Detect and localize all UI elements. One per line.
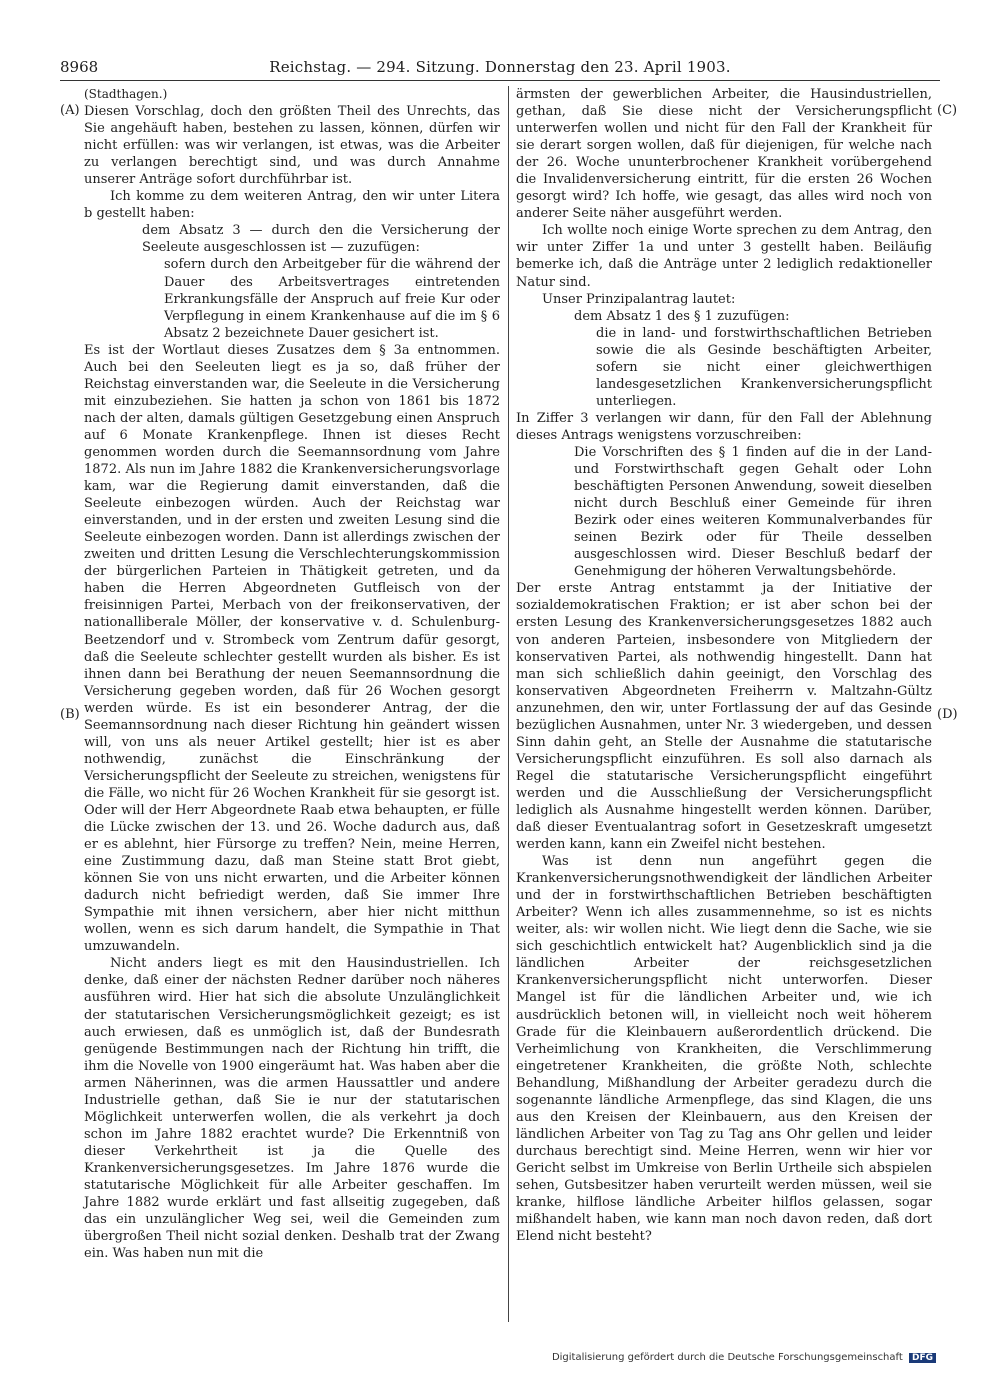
paragraph: Diesen Vorschlag, doch den größten Theil des Unrechts, das Sie angehäuft haben, bestehen zu lassen, können, dürfen wir nicht erfüllen: was wir verlangen, ist etwas, was die Arbeiter zu verlangen berechtigt sind, und was durch Annahme unserer Anträge sofort durchführbar ist. — [84, 104, 500, 188]
margin-mark-b: (B) — [60, 707, 80, 722]
paragraph: Der erste Antrag entstammt ja der Initiative der sozialdemokratischen Fraktion; er ist aber schon bei der ersten Lesung des Krankenversicherungsgesetzes 1882 auch von anderen Parteien, insbesondere von Mitgliedern der konservativen Partei, als nothwendig hingestellt. Dann hat man sich schließlich dahin geeinigt, den Vorschlag des konservativen Abgeordneten Freiherrn v. Maltzahn-Gültz anzunehmen, den wir, unter Fortlassung der auf das Gesinde bezüglichen Ausnahmen, unter Nr. 3 wiedergeben, und dessen Sinn dahin geht, an Stelle der Ausnahme die statutarische Versicherungspflicht einzuführen. Es soll also darnach als Regel die statutarische Versicherungspflicht eingeführt werden und die Ausschließung der Versicherungspflicht lediglich als Ausnahme hingestellt werden können. Darüber, daß dieser Eventualantrag sofort in Gesetzeskraft umgesetzt werden kann, kann ein Zweifel nicht bestehen. — [516, 581, 932, 853]
left-column — [84, 86, 500, 1262]
quoted-motion: Die Vorschriften des § 1 finden auf die in der Land- und Forstwirthschaft gegen Gehalt oder Lohn beschäftigten Personen Anwendung, soweit dieselben nicht durch Beschluß einer Gemeinde für ihren Bezirk oder eines weiteren Kommunalverbandes für seinen Bezirk oder für Theile desselben ausgeschlossen wird. Dieser Beschluß bedarf der Genehmigung der höheren Verwaltungsbehörde. — [574, 444, 932, 580]
quoted-motion: dem Absatz 1 des § 1 zuzufügen: — [574, 308, 790, 324]
credit-text: Digitalisierung gefördert durch die Deutsche Forschungsgemeinschaft — [551, 1352, 903, 1363]
quoted-motion: sofern durch den Arbeitgeber für die während der Dauer des Arbeitsvertrages eintretenden Erkrankungsfälle der Anspruch auf freie Kur oder Verpflegung in einem Krankenhause auf die im § 6 Absatz 2 bezeichnete Dauer gesichert ist. — [164, 257, 500, 341]
footer-credit — [552, 1352, 936, 1363]
right-column — [516, 86, 932, 1245]
margin-mark-d: (D) — [937, 707, 958, 722]
quoted-motion: dem Absatz 3 — durch den die Versicherung der Seeleute ausgeschlossen ist — zuzufügen: — [142, 223, 500, 256]
paragraph: Ich wollte noch einige Worte sprechen zu dem Antrag, den wir unter Ziffer 1a und unter 3 gestellt haben. Beiläufig bemerke ich, daß die Anträge unter 2 lediglich redaktioneller Natur sind. — [516, 223, 932, 290]
page-number: 8968 — [60, 58, 99, 76]
paragraph: Nicht anders liegt es mit den Hausindustriellen. Ich denke, daß einer der nächsten Redner darüber noch näheres ausführen wird. Hier hat sich die absolute Unzulänglichkeit der statutarischen Versicherungsmöglichkeit gezeigt; es ist auch erwiesen, daß es unmöglich ist, daß der Bundesrath genügende Bestimmungen nach der Richtung hin trifft, die ihm die Novelle von 1900 eingeräumt hat. Was haben aber die armen Näherinnen, was die armen Haussattler und andere Industrielle gethan, daß Sie ie nur der statutarischen Möglichkeit unterwerfen wollen, die als verkehrt ja doch schon im Jahre 1882 erachtet wurde? Die Erkenntniß von dieser Verkehrtheit ist ja die Quelle des Krankenversicherungsgesetzes. Im Jahre 1876 wurde die statutarische Möglichkeit für alle Arbeiter geschaffen. Im Jahre 1882 wurde erklärt und fast allseitig zugegeben, daß das ein unzulänglicher Weg sei, weil die Gemeinden zum übergroßen Theil nicht sozial denken. Deshalb trat der Zwang ein. Was haben nun mit die — [84, 956, 500, 1262]
paragraph: Ich komme zu dem weiteren Antrag, den wir unter Litera b gestellt haben: — [84, 189, 500, 222]
running-title: Reichstag. — 294. Sitzung. Donnerstag den 23. April 1903. — [269, 58, 731, 76]
speaker-name: (Stadthagen.) — [84, 87, 168, 101]
margin-mark-a: (A) — [60, 103, 80, 118]
quoted-motion: die in land- und forstwirthschaftlichen Betrieben sowie die als Gesinde beschäftigten Arbeiter, sofern sie nicht einer gleichwerthigen landesgesetzlichen Krankenversicherungspflicht unterliegen. — [596, 325, 932, 409]
paragraph: Es ist der Wortlaut dieses Zusatzes dem § 3a entnommen. Auch bei den Seeleuten liegt es ja so, daß früher der Reichstag einverstanden war, die Seeleute in die Versicherung mit einzubeziehen. Sie hatten ja schon von 1861 bis 1872 nach der alten, damals gültigen Gesetzgebung einen Anspruch auf 6 Monate Krankenpflege. Ihnen ist dieses Recht genommen worden durch die Seemannsordnung vom Jahre 1872. Als nun im Jahre 1882 die Krankenversicherungsvorlage kam, war die Regierung damit einverstanden, daß die Seeleute einbezogen würden. Auch der Reichstag war einverstanden, und in der ersten und zweiten Lesung sind die Seeleute einbezogen worden. Dann ist allerdings zwischen der zweiten und dritten Lesung die Verschlechterungskommission der bürgerlichen Parteien in Thätigkeit getreten, und da haben die Herren Abgeordneten Gutfleisch von der freisinnigen Partei, Merbach von der freikonservativen, der nationalliberale Möller, der konservative v. d. Schulenburg-Beetzendorf und v. Strombeck vom Zentrum dafür gesorgt, daß die Seeleute schlechter gestellt wurden als bisher. Es ist ihnen dann bei Berathung der neuen Seemannsordnung die Versicherung gegeben worden, daß für 26 Wochen gesorgt werden würde. Es ist ein besonderer Antrag, der die Seemannsordnung nach dieser Richtung hin geändert wissen will, von uns als neuer Artikel gestellt; hier ist es aber nothwendig, zunächst die Einschränkung der Versicherungspflicht der Seeleute zu streichen, wenigstens für die Fälle, wo nicht für 26 Wochen Krankheit für sie gesorgt ist. Oder will der Herr Abgeordnete Raab etwa behaupten, er fülle die Lücke zwischen der 13. und 26. Woche dadurch aus, daß er es ablehnt, hier Fürsorge zu treffen? Nein, meine Herren, eine Zustimmung dazu, daß man Steine statt Brot giebt, können Sie von uns nicht erwarten, und die Arbeiter können dadurch nicht befriedigt werden, daß Sie immer Ihre Sympathie mit ihnen versichern, aber hier nicht mitthun wollen, wenn es sich darum handelt, die Sympathie in That umzuwandeln. — [84, 342, 500, 955]
page-header — [60, 58, 940, 80]
header-rule — [60, 80, 940, 81]
paragraph: Unser Prinzipalantrag lautet: — [542, 291, 736, 307]
column-divider — [508, 86, 509, 1322]
margin-mark-c: (C) — [937, 103, 958, 118]
paragraph: Was ist denn nun angeführt gegen die Krankenversicherungsnothwendigkeit der ländlichen Arbeiter und der in forstwirthschaftlichen Betrieben beschäftigten Arbeiter? Wenn ich alles zusammennehme, so ist es nichts weiter, als: wir wollen nicht. Wie liegt denn die Sache, wie sie sich geschichtlich entwickelt hat? Augenblicklich sind ja die ländlichen Arbeiter der reichsgesetzlichen Krankenversicherungspflicht nicht unterworfen. Dieser Mangel ist für die ländlichen Arbeiter und, wie ich ausdrücklich betonen will, in vielleicht noch weit höherem Grade für die Kleinbauern außerordentlich drückend. Die Verheimlichung von Krankheiten, die Verschlimmerung eingetretener Krankheiten, die größte Noth, schlechte Behandlung, Mißhandlung der Arbeiter geradezu durch die sogenannte ländliche Armenpflege, das sind Klagen, die uns aus den Kreisen der Kleinbauern, aus den Kreisen der ländlichen Arbeiter von Tag zu Tag ans Ohr gellen und leider durchaus berechtigt sind. Meine Herren, wenn wir hier vor Gericht selbst im Umkreise von Berlin Urtheile sich abspielen sehen, Gutsbesitzer haben verurteilt werden müssen, weil sie kranke, hilflose ländliche Arbeiter hilflos gelassen, sogar mißhandelt haben, wie kann man noch davon reden, daß dort Elend nicht besteht? — [516, 854, 932, 1245]
paragraph: In Ziffer 3 verlangen wir dann, für den Fall der Ablehnung dieses Antrags wenigstens vorzuschreiben: — [516, 410, 932, 443]
dfg-logo: DFG — [909, 1353, 936, 1363]
paragraph: ärmsten der gewerblichen Arbeiter, die Hausindustriellen, gethan, daß Sie diese nicht der Versicherungspflicht unterwerfen wollen und nicht für den Fall der Krankheit für sie derart sorgen wollen, daß für diejenigen, für welche nach der 26. Woche ununterbrochener Krankheit vorübergehend die Invalidenversicherung eintritt, für die ersten 26 Wochen gesorgt wird? Ich hoffe, wie gesagt, das alles wird noch von anderer Seite näher ausgeführt werden. — [516, 87, 932, 222]
